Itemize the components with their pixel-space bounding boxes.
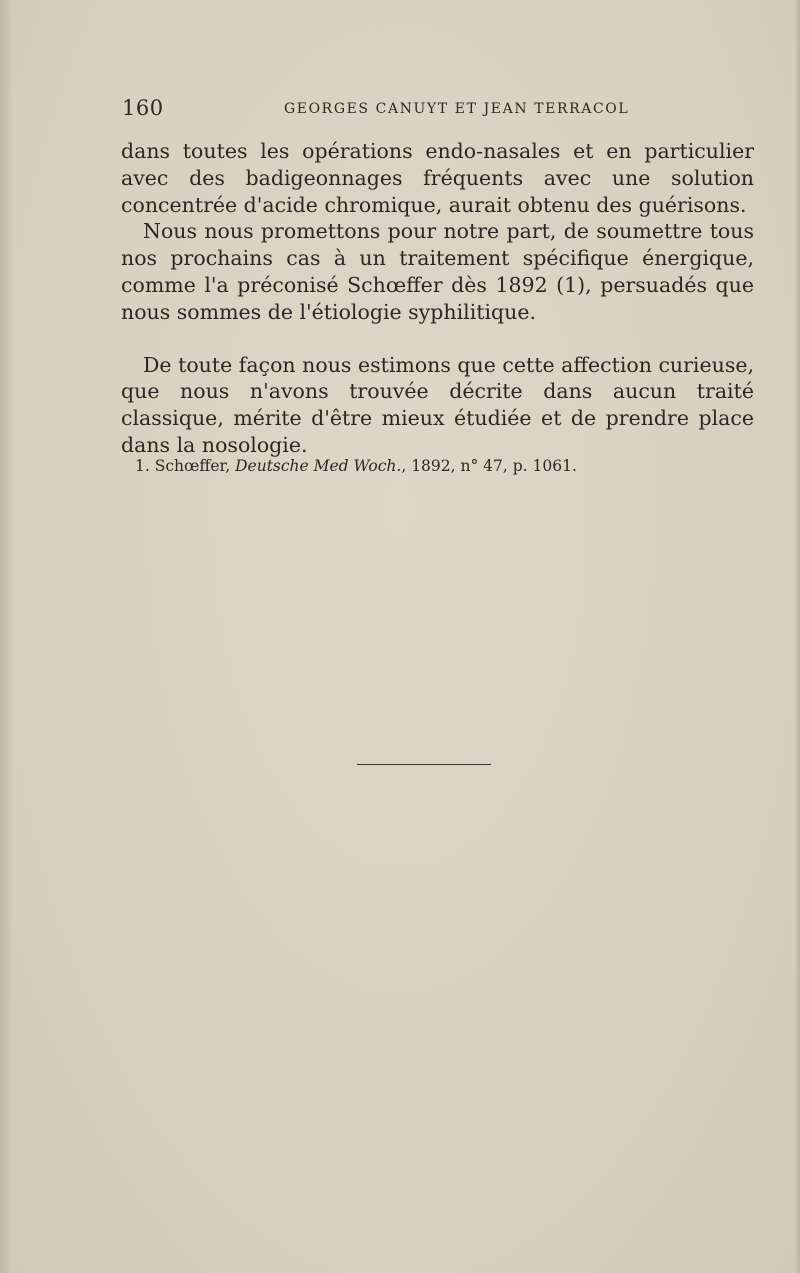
paragraph-conclusion: De toute façon nous estimons que cette affection curieuse, que nous n'avons trouvée décrite dans aucun traité classique, mérite d'être mieux étudiée et de prendre place dans la nosologie. bbox=[121, 352, 754, 457]
running-head-authors: GEORGES CANUYT ET JEAN TERRACOL bbox=[284, 101, 630, 117]
paragraph-treatment: Nous nous promettons pour notre part, de soumettre tous nos prochains cas à un traitement spécifique énergique, comme l'a préconisé Schœffer dès 1892 (1), persuadés que nous sommes de l'étiologie syphilitique. bbox=[121, 219, 754, 324]
end-rule bbox=[357, 764, 491, 765]
page-edge-left bbox=[0, 0, 14, 1273]
page-number: 160 bbox=[122, 96, 164, 120]
running-head bbox=[122, 96, 752, 122]
footnote-details: , 1892, n° 47, p. 1061. bbox=[401, 457, 577, 475]
paragraph-continued: dans toutes les opérations endo-nasales et en particulier avec des badigeonnages fréquents avec une solution concentrée d'acide chromique, aurait obtenu des guérisons. bbox=[121, 139, 754, 217]
footnote-author: Schœffer, bbox=[154, 457, 231, 475]
footnote-marker: 1. bbox=[135, 457, 150, 475]
footnote-journal: Deutsche Med Woch. bbox=[235, 457, 402, 475]
footnote bbox=[121, 456, 754, 476]
page-edge-right bbox=[794, 0, 800, 1273]
body-text bbox=[121, 138, 754, 459]
